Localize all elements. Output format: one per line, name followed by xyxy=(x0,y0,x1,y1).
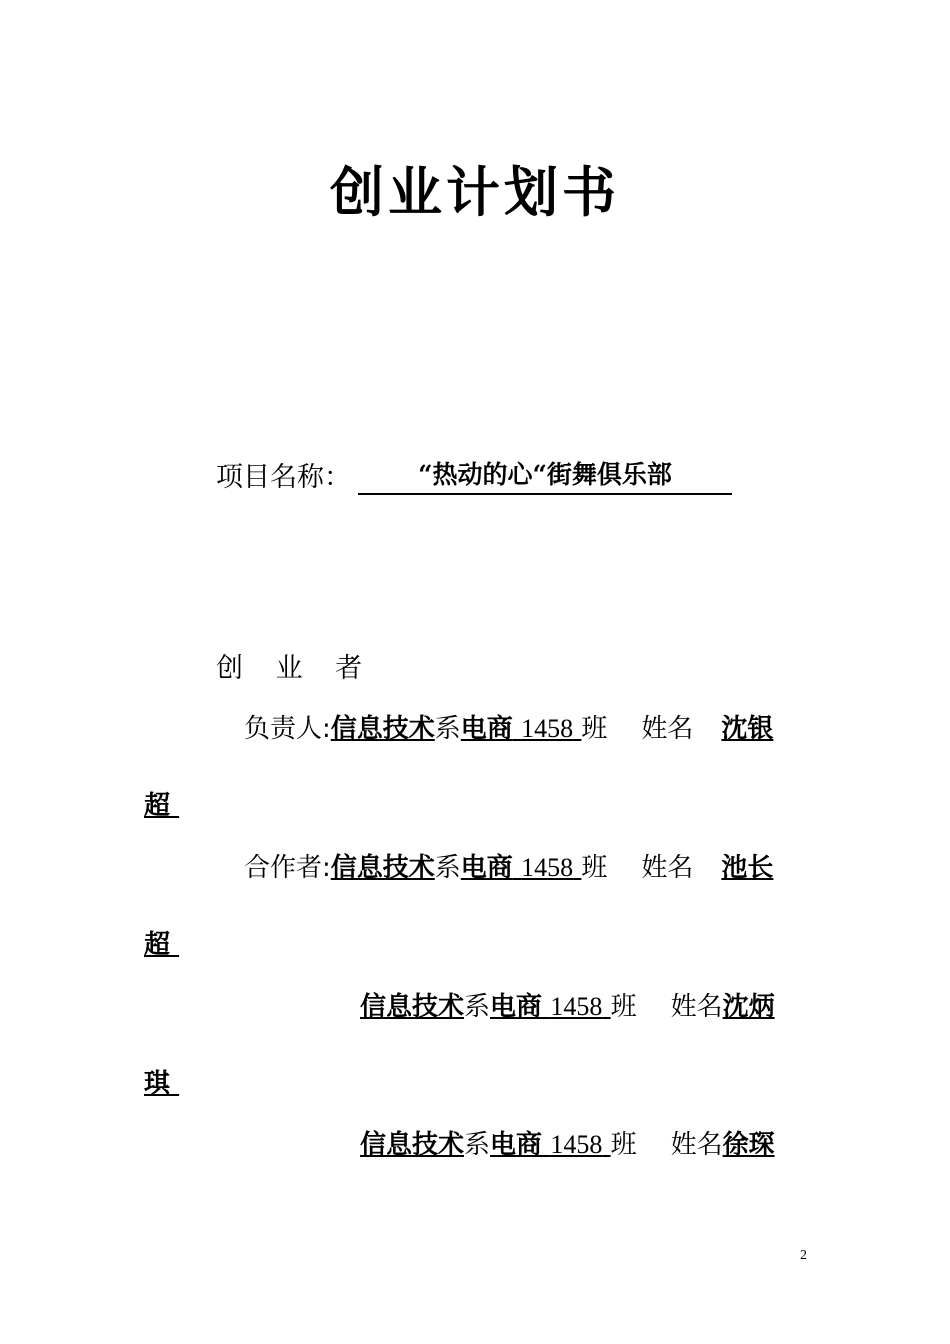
member-row-partner xyxy=(360,1127,775,1163)
member-name-label: 姓名 xyxy=(670,1130,723,1160)
project-name-label: 项目名称： xyxy=(216,462,351,493)
member-dept-suffix: 系 xyxy=(434,853,461,883)
member-class-suffix: 班 xyxy=(610,1130,637,1160)
member-dept-suffix: 系 xyxy=(464,992,491,1022)
member-dept-suffix: 系 xyxy=(464,1130,491,1160)
member-major: 电商 xyxy=(490,1130,543,1160)
member-dept: 信息技术 xyxy=(330,853,435,883)
member-name-continuation: 超 xyxy=(144,791,171,821)
document-title: 创业计划书 xyxy=(330,161,620,224)
member-major: 电商 xyxy=(490,992,543,1022)
member-role: 合作者: xyxy=(244,853,331,883)
member-name-continuation: 超 xyxy=(144,930,171,960)
member-major: 电商 xyxy=(460,853,513,883)
member-name: 沈炳 xyxy=(722,992,775,1022)
member-class-suffix: 班 xyxy=(610,992,637,1022)
member-dept: 信息技术 xyxy=(330,714,435,744)
member-name: 池长 xyxy=(721,853,774,883)
member-name-label: 姓名 xyxy=(641,853,694,883)
member-row-leader xyxy=(244,711,773,747)
member-name-label: 姓名 xyxy=(670,992,723,1022)
member-class-number: 1458 xyxy=(550,1130,603,1159)
member-dept: 信息技术 xyxy=(360,1130,465,1160)
member-name: 徐琛 xyxy=(722,1130,775,1160)
member-row-partner xyxy=(244,850,773,886)
member-role: 负责人: xyxy=(244,714,331,744)
member-class-number: 1458 xyxy=(550,992,603,1021)
member-dept: 信息技术 xyxy=(360,992,465,1022)
member-name-label: 姓名 xyxy=(641,714,694,744)
member-class-number: 1458 xyxy=(521,853,574,882)
member-row-partner xyxy=(360,989,775,1025)
member-class-number: 1458 xyxy=(521,714,574,743)
member-name: 沈银 xyxy=(721,714,774,744)
member-class-suffix: 班 xyxy=(581,714,608,744)
project-name-value: “热动的心“街舞俱乐部 xyxy=(358,455,732,495)
page-number: 2 xyxy=(800,1248,807,1263)
member-class-suffix: 班 xyxy=(581,853,608,883)
member-dept-suffix: 系 xyxy=(434,714,461,744)
member-major: 电商 xyxy=(460,714,513,744)
member-name-continuation: 琪 xyxy=(144,1069,171,1099)
founders-label: 创 业 者 xyxy=(216,653,375,684)
